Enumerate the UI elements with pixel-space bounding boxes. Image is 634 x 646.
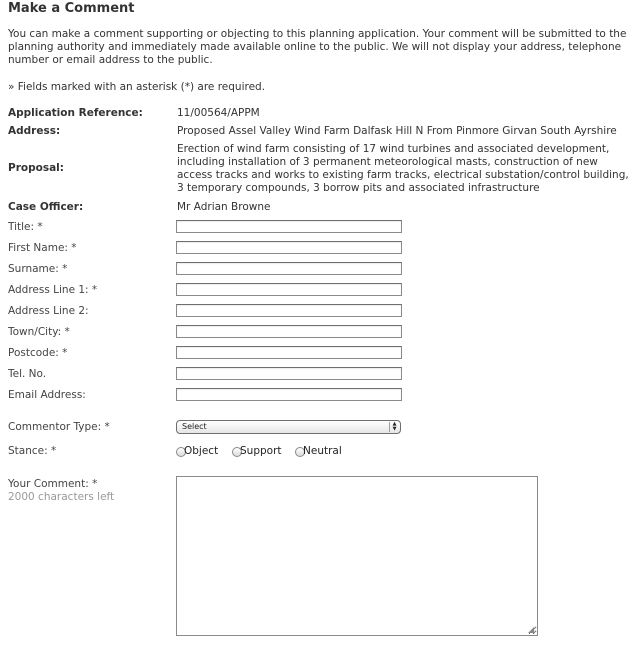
stance-option-label: Object	[184, 445, 219, 457]
surname-field[interactable]	[176, 262, 402, 275]
address-label: Address:	[8, 125, 61, 137]
address-line-1-field[interactable]	[176, 283, 402, 296]
address-line-1-field-label: Address Line 1: *	[8, 284, 98, 296]
application-reference-value: 11/00564/APPM	[177, 107, 260, 119]
address-value: Proposed Assel Valley Wind Farm Dalfask Hill N From Pinmore Girvan South Ayrshire	[177, 125, 617, 137]
commentor-type-select[interactable]	[176, 420, 401, 434]
stance-option-label: Neutral	[303, 445, 342, 457]
postcode-field[interactable]	[176, 346, 402, 359]
first-name-field-label: First Name: *	[8, 242, 77, 254]
email-address-field[interactable]	[176, 388, 402, 401]
tel-no-field[interactable]	[176, 367, 402, 380]
town-city-field[interactable]	[176, 325, 402, 338]
application-reference-label: Application Reference:	[8, 107, 143, 119]
required-fields-note: » Fields marked with an asterisk (*) are required.	[8, 81, 266, 93]
address-line-2-field[interactable]	[176, 304, 402, 317]
comment-textarea[interactable]	[176, 476, 538, 636]
address-line-2-field-label: Address Line 2:	[8, 305, 89, 317]
title-field-label: Title: *	[8, 221, 43, 233]
town-city-field-label: Town/City: *	[8, 326, 70, 338]
postcode-field-label: Postcode: *	[8, 347, 68, 359]
email-address-field-label: Email Address:	[8, 389, 86, 401]
case-officer-value: Mr Adrian Browne	[177, 201, 271, 213]
title-field[interactable]	[176, 220, 402, 233]
tel-no-field-label: Tel. No.	[8, 368, 47, 380]
select-arrows-icon: ▲ ▼	[389, 422, 399, 432]
commentor-type-selected-value: Select	[182, 422, 207, 431]
surname-field-label: Surname: *	[8, 263, 68, 275]
first-name-field[interactable]	[176, 241, 402, 254]
characters-left-counter: 2000 characters left	[8, 491, 115, 503]
page-title: Make a Comment	[8, 1, 135, 16]
resize-grip-icon[interactable]: ◢	[528, 625, 535, 634]
commentor-type-label: Commentor Type: *	[8, 421, 110, 433]
your-comment-label: Your Comment: *	[8, 478, 98, 490]
case-officer-label: Case Officer:	[8, 201, 84, 213]
proposal-label: Proposal:	[8, 162, 64, 174]
intro-text: You can make a comment supporting or objecting to this planning application. Your comment will be submitted to the planning authority and immediately made available online to the public. We will not display your address, telephone number or email address to the public.	[8, 28, 627, 66]
stance-label: Stance: *	[8, 445, 57, 457]
proposal-value: Erection of wind farm consisting of 17 wind turbines and associated development, including installation of 3 permanent meteorological masts, construction of new access tracks and works to existing farm tracks, electrical substation/control building, 3 temporary compounds, 3 borrow pits and associated infrastructure	[177, 143, 629, 194]
stance-option-label: Support	[240, 445, 282, 457]
